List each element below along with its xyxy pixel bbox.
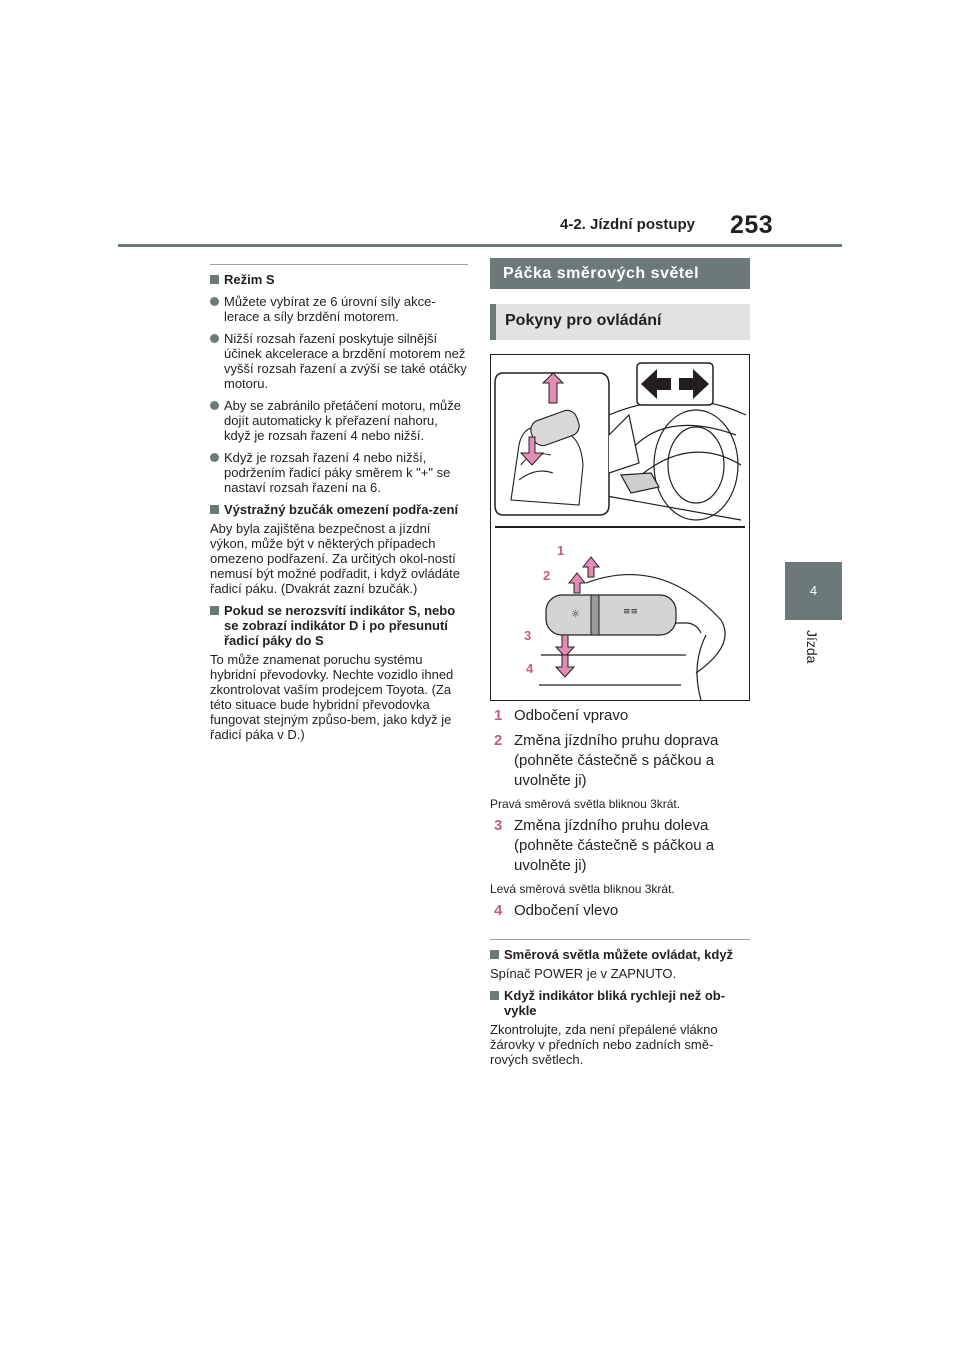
left-column bbox=[210, 264, 468, 742]
item-text: Změna jízdního pruhu doleva (pohněte částečně s páčkou a uvolněte ji) bbox=[514, 817, 715, 874]
figure-label-3: 3 bbox=[524, 628, 532, 643]
heading-indicator bbox=[210, 603, 468, 648]
list-item bbox=[490, 901, 750, 921]
arrow-down-icon bbox=[556, 655, 574, 677]
bullet-text: Nižší rozsah řazení poskytuje silnější účinek akcelerace a brzdění motorem než vyšší rozsah řazení a zvýší se také otáčky motoru. bbox=[224, 331, 467, 391]
paragraph: Aby byla zajištěna bezpečnost a jízdní výkon, může být v některých případech omezeno podřazení. Za určitých okol-ností nemusí být možné podřadit, i když ovládáte řadicí páku. (Dvakrát zazní bzučák.) bbox=[210, 521, 461, 596]
list-item bbox=[490, 816, 750, 876]
subsection-banner: Pokyny pro ovládání bbox=[490, 304, 750, 340]
paragraph: Spínač POWER je v ZAPNUTO. bbox=[490, 966, 677, 981]
bullet-text: Aby se zabránilo přetáčení motoru, může dojít automaticky k přeřazení nahoru, když je rozsah řazení 4 nebo nižší. bbox=[224, 398, 462, 443]
square-bullet-icon bbox=[210, 606, 219, 615]
item-text: Odbočení vlevo bbox=[514, 902, 619, 919]
heading-text: Režim S bbox=[224, 272, 275, 287]
arrow-up-icon bbox=[583, 557, 599, 577]
bullet-item bbox=[210, 450, 468, 495]
paragraph: To může znamenat poruchu systému hybridní převodovky. Nechte vozidlo ihned zkontrolovat vaším prodejcem Toyota. (Za této situace bude hybridní převodovka fungovat stejným způso-bem, jako když je řadicí páka v D.) bbox=[210, 652, 454, 742]
heading-rezim-s bbox=[210, 272, 468, 287]
lever-body bbox=[546, 595, 676, 635]
bullet-text: Můžete vybírat ze 6 úrovní síly akce-lerace a síly brzdění motorem. bbox=[224, 294, 436, 324]
section-title: 4-2. Jízdní postupy bbox=[560, 216, 696, 233]
left-rule bbox=[210, 264, 468, 265]
header-rule bbox=[118, 244, 842, 247]
heading-operate-when bbox=[490, 947, 750, 962]
item-number: 1 bbox=[494, 707, 503, 724]
bullet-item bbox=[210, 398, 468, 443]
heading-fast-blink bbox=[490, 988, 750, 1018]
figure-label-1: 1 bbox=[557, 543, 565, 558]
section-banner: Páčka směrových světel bbox=[490, 258, 750, 289]
chapter-tab: 4 bbox=[785, 562, 842, 620]
list-item bbox=[490, 706, 750, 726]
figure-label-2: 2 bbox=[543, 568, 551, 583]
square-bullet-icon bbox=[490, 991, 499, 1000]
circle-bullet-icon bbox=[210, 334, 219, 343]
figure-divider bbox=[495, 526, 745, 528]
item-text: Změna jízdního pruhu doprava (pohněte částečně s páčkou a uvolněte ji) bbox=[514, 732, 719, 789]
square-bullet-icon bbox=[210, 505, 219, 514]
figure-label-4: 4 bbox=[526, 661, 534, 676]
heading-text: Výstražný bzučák omezení podřa-zení bbox=[224, 502, 459, 517]
item-number: 4 bbox=[494, 902, 503, 919]
right-rule bbox=[490, 939, 750, 940]
square-bullet-icon bbox=[210, 275, 219, 284]
paragraph: Zkontrolujte, zda není přepálené vlákno žárovky v předních nebo zadních smě-rových světlech. bbox=[490, 1022, 718, 1067]
svg-text:☼: ☼ bbox=[571, 609, 580, 620]
item-note: Levá směrová světla bliknou 3krát. bbox=[490, 882, 675, 896]
item-note: Pravá směrová světla bliknou 3krát. bbox=[490, 797, 681, 811]
svg-text:≡≡: ≡≡ bbox=[623, 607, 639, 617]
arrow-down-icon bbox=[556, 635, 574, 657]
chapter-label-text: Jízda bbox=[804, 630, 820, 664]
heading-text: Směrová světla můžete ovládat, když bbox=[504, 947, 734, 962]
bullet-item bbox=[210, 294, 468, 324]
item-number: 2 bbox=[494, 732, 503, 749]
circle-bullet-icon bbox=[210, 453, 219, 462]
heading-text: Když indikátor bliká rychleji než ob-vykle bbox=[504, 988, 726, 1018]
item-number: 3 bbox=[494, 817, 503, 834]
turn-signal-figure bbox=[490, 354, 750, 701]
heading-text: Pokud se nerozsvítí indikátor S, nebo se zobrazí indikátor D i po přesunutí řadicí páky do S bbox=[224, 603, 456, 648]
right-column bbox=[490, 258, 750, 1067]
item-text: Odbočení vpravo bbox=[514, 707, 629, 724]
bullet-text: Když je rozsah řazení 4 nebo nižší, podržením řadicí páky směrem k "+" se nastaví rozsah řazení na 6. bbox=[224, 450, 451, 495]
list-item bbox=[490, 731, 750, 791]
circle-bullet-icon bbox=[210, 297, 219, 306]
arrow-up-icon bbox=[569, 573, 585, 593]
square-bullet-icon bbox=[490, 950, 499, 959]
heading-buzzer bbox=[210, 502, 468, 517]
circle-bullet-icon bbox=[210, 401, 219, 410]
page-number: 253 bbox=[730, 211, 774, 239]
chapter-label bbox=[788, 622, 838, 682]
bullet-item bbox=[210, 331, 468, 391]
